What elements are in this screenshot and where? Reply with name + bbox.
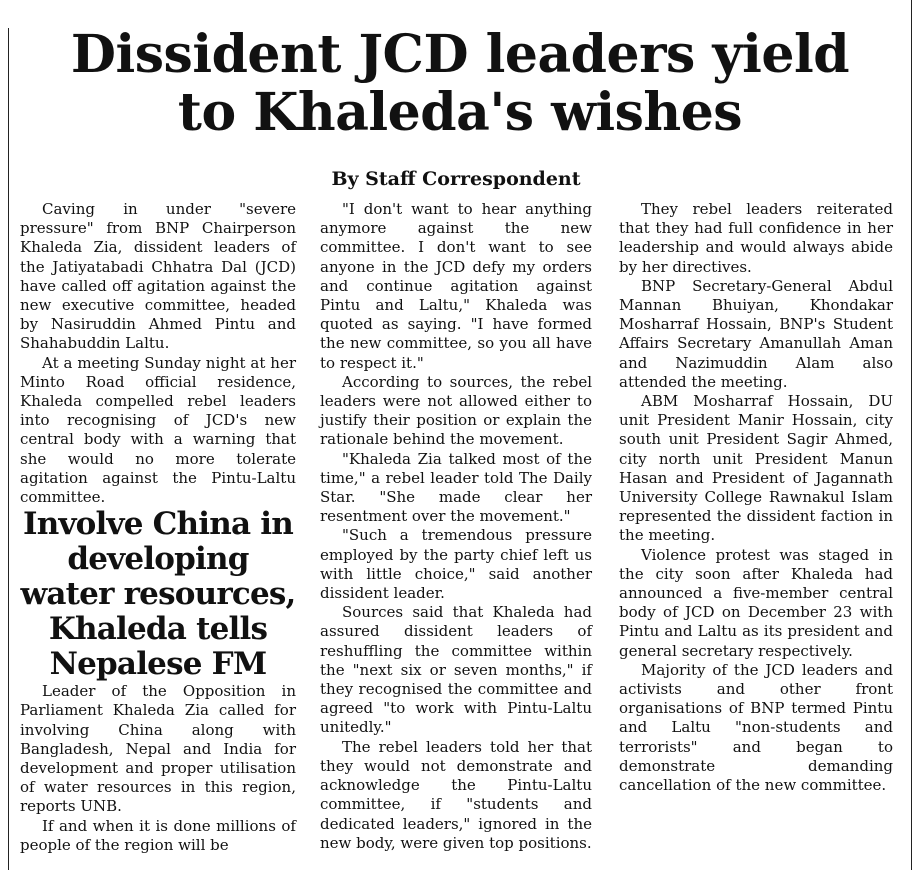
- byline: By Staff Correspondent: [331, 168, 581, 190]
- paragraph: BNP Secretary-General Abdul Mannan Bhuiyan, Khondakar Mosharraf Hossain, BNP's Student Affairs Secretary Amanullah Aman and Nazimuddin Alam also attended the meeting.: [619, 276, 893, 391]
- paragraph: If and when it is done millions of people of the region will be: [20, 816, 296, 854]
- left-column-rule: [8, 28, 9, 870]
- paragraph: According to sources, the rebel leaders were not allowed either to justify their position or explain the rationale behind the movement.: [320, 372, 592, 449]
- paragraph: "I don't want to hear anything anymore against the new committee. I don't want to see anyone in the JCD defy my orders and continue agitation against Pintu and Laltu," Khaleda was quoted as saying. "I have formed the new committee, so you all have to respect it.": [320, 200, 592, 372]
- right-column-rule: [911, 0, 912, 870]
- headline-line-1: Dissident JCD leaders yield: [70, 24, 850, 85]
- paragraph: The rebel leaders told her that they would not demonstrate and acknowledge the Pintu-Laltu committee, if "students and dedicated leaders," ignored in the new body, were given top positions.: [320, 737, 592, 852]
- paragraph: Majority of the JCD leaders and activists and other front organisations of BNP termed Pintu and Laltu "non-students and terrorists" and began to demonstrate demanding cancellation of the new committee.: [619, 660, 893, 795]
- paragraph: At a meeting Sunday night at her Minto Road official residence, Khaleda compelled rebel leaders into recognising of JCD's new central body with a warning that she would no more tolerate agitation against the Pintu-Laltu committee.: [20, 353, 296, 507]
- paragraph: Caving in under "severe pressure" from BNP Chairperson Khaleda Zia, dissident leaders of the Jatiyatabadi Chhatra Dal (JCD) have called off agitation against the new executive committee, headed by Nasiruddin Ahmed Pintu and Shahabuddin Laltu.: [20, 200, 296, 353]
- paragraph: "Such a tremendous pressure employed by the party chief left us with little choice," said another dissident leader.: [320, 526, 592, 603]
- article-column-3: [619, 200, 893, 795]
- paragraph: ABM Mosharraf Hossain, DU unit President Manir Hossain, city south unit President Sagir Ahmed, city north unit President Manun Hasan and President of Jagannath University College Rawnakul Islam represented the dissident faction in the meeting.: [619, 392, 893, 545]
- paragraph: Violence protest was staged in the city soon after Khaleda had announced a five-member central body of JCD on December 23 with Pintu and Laltu as its president and general secretary respectively.: [619, 545, 893, 660]
- headline-line-2: to Khaleda's wishes: [177, 82, 743, 143]
- article-column-1: [20, 200, 296, 855]
- paragraph: Sources said that Khaleda had assured dissident leaders of reshuffling the committee within the "next six or seven months," if they recognised the committee and agreed "to work with Pintu-Laltu unitedly.": [320, 603, 592, 737]
- paragraph: They rebel leaders reiterated that they had full confidence in her leadership and would always abide by her directives.: [619, 200, 893, 276]
- article-column-2: [320, 200, 592, 853]
- paragraph: Leader of the Opposition in Parliament Khaleda Zia called for involving China along with Bangladesh, Nepal and India for development and proper utilisation of water resources in this region, reports UNB.: [20, 682, 296, 816]
- article-headline: [20, 26, 900, 142]
- second-article-headline: Involve China in developing water resources, Khaleda tells Nepalese FM: [20, 506, 296, 683]
- paragraph: "Khaleda Zia talked most of the time," a rebel leader told The Daily Star. "She made clear her resentment over the movement.": [320, 449, 592, 526]
